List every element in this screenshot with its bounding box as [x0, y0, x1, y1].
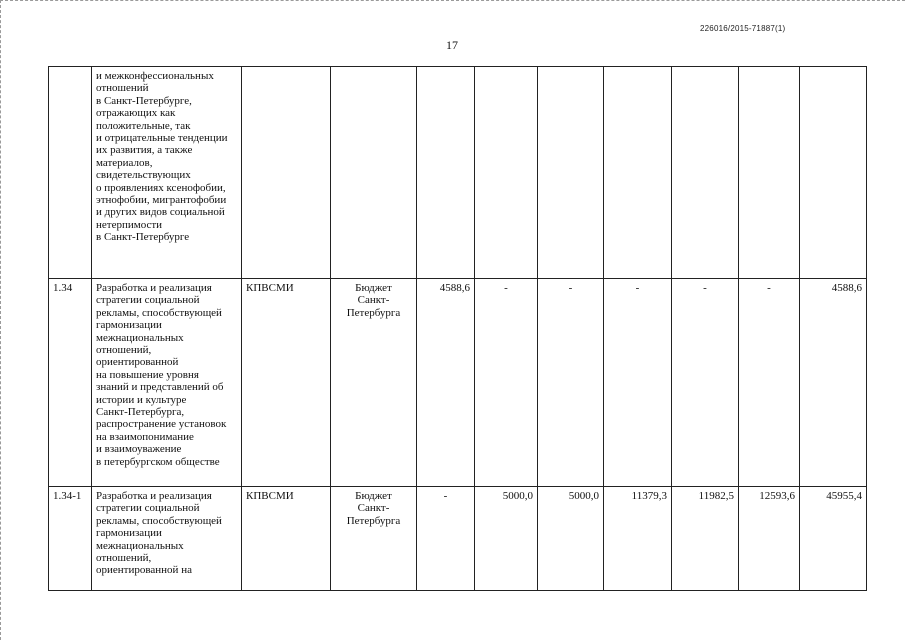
year-value-cell: - — [475, 279, 538, 487]
description-line: и взаимоуважение — [96, 443, 182, 456]
funding-source-line: Санкт- — [357, 502, 390, 515]
total-value-cell — [800, 67, 867, 279]
description-line: в петербургском обществе — [96, 455, 220, 468]
description-line: этнофобии, мигрантофобии — [96, 194, 227, 207]
executor-cell: КПВСМИ — [242, 487, 331, 591]
row-number-cell: 1.34-1 — [49, 487, 92, 591]
year-value-cell: 11982,5 — [672, 487, 739, 591]
description-line: ориентированной на — [96, 564, 192, 577]
description-line: рекламы, способствующей — [96, 514, 222, 527]
table-row — [49, 279, 867, 487]
description-line: стратегии социальной — [96, 502, 200, 515]
funding-source-line: Бюджет — [355, 490, 392, 502]
executor-cell: КПВСМИ — [242, 279, 331, 487]
description-line: Разработка и реализация — [96, 282, 212, 294]
year-value-cell — [475, 67, 538, 279]
year-value-cell — [538, 67, 604, 279]
budget-table — [48, 66, 867, 591]
description-line: и межконфессиональных — [96, 70, 214, 82]
funding-source-line: Петербурга — [346, 306, 401, 319]
description-cell — [92, 487, 242, 591]
year-value-cell — [739, 67, 800, 279]
description-line: стратегии социальной — [96, 294, 200, 307]
description-line: свидетельствующих — [96, 169, 191, 182]
funding-source-cell — [331, 487, 417, 591]
description-line: гармонизации — [96, 319, 162, 332]
description-line: и других видов социальной — [96, 206, 225, 219]
description-line: их развития, а также — [96, 144, 193, 157]
year-value-cell: - — [604, 279, 672, 487]
row-number-cell — [49, 67, 92, 279]
description-line: гармонизации — [96, 527, 162, 540]
year-value-cell — [672, 67, 739, 279]
description-line: Санкт-Петербурга, — [96, 406, 185, 419]
year-value-cell: 5000,0 — [538, 487, 604, 591]
year-value-cell — [417, 67, 475, 279]
description-line: распространение установок — [96, 418, 227, 431]
description-line: отражающих как — [96, 107, 176, 120]
table-row — [49, 487, 867, 591]
total-value-cell: 4588,6 — [800, 279, 867, 487]
year-value-cell: - — [672, 279, 739, 487]
funding-source-line: Санкт- — [357, 294, 390, 307]
description-line: материалов, — [96, 156, 153, 169]
description-line: на повышение уровня — [96, 368, 199, 381]
year-value-cell: - — [739, 279, 800, 487]
scan-border-left — [0, 0, 1, 640]
scan-border-top — [0, 0, 905, 1]
description-line: отношений — [96, 82, 149, 95]
executor-cell — [242, 67, 331, 279]
description-cell — [92, 67, 242, 279]
description-line: межнациональных — [96, 539, 184, 552]
description-line: и отрицательные тенденции — [96, 132, 228, 145]
year-value-cell: 5000,0 — [475, 487, 538, 591]
funding-source-line: Бюджет — [355, 282, 392, 294]
description-line: о проявлениях ксенофобии, — [96, 181, 226, 194]
year-value-cell: 12593,6 — [739, 487, 800, 591]
description-line: нетерпимости — [96, 218, 163, 231]
year-value-cell: - — [417, 487, 475, 591]
description-line: отношений, — [96, 552, 152, 565]
funding-source-line: Петербурга — [346, 514, 401, 527]
description-line: знаний и представлений об — [96, 381, 224, 394]
funding-source-cell — [331, 67, 417, 279]
year-value-cell — [604, 67, 672, 279]
description-line: отношений, — [96, 344, 152, 357]
description-line: ориентированной — [96, 356, 179, 369]
year-value-cell: 4588,6 — [417, 279, 475, 487]
total-value-cell: 45955,4 — [800, 487, 867, 591]
description-line: рекламы, способствующей — [96, 306, 222, 319]
document-id: 226016/2015-71887(1) — [700, 24, 786, 33]
table-row — [49, 67, 867, 279]
description-line: истории и культуре — [96, 393, 187, 406]
year-value-cell: 11379,3 — [604, 487, 672, 591]
year-value-cell: - — [538, 279, 604, 487]
description-line: на взаимопонимание — [96, 430, 194, 443]
description-line: положительные, так — [96, 119, 191, 132]
description-line: в Санкт-Петербурге, — [96, 94, 192, 107]
row-number-cell: 1.34 — [49, 279, 92, 487]
description-cell — [92, 279, 242, 487]
funding-source-cell — [331, 279, 417, 487]
description-line: межнациональных — [96, 331, 184, 344]
page-number: 17 — [446, 38, 458, 52]
description-line: Разработка и реализация — [96, 490, 212, 502]
description-line: в Санкт-Петербурге — [96, 231, 190, 244]
